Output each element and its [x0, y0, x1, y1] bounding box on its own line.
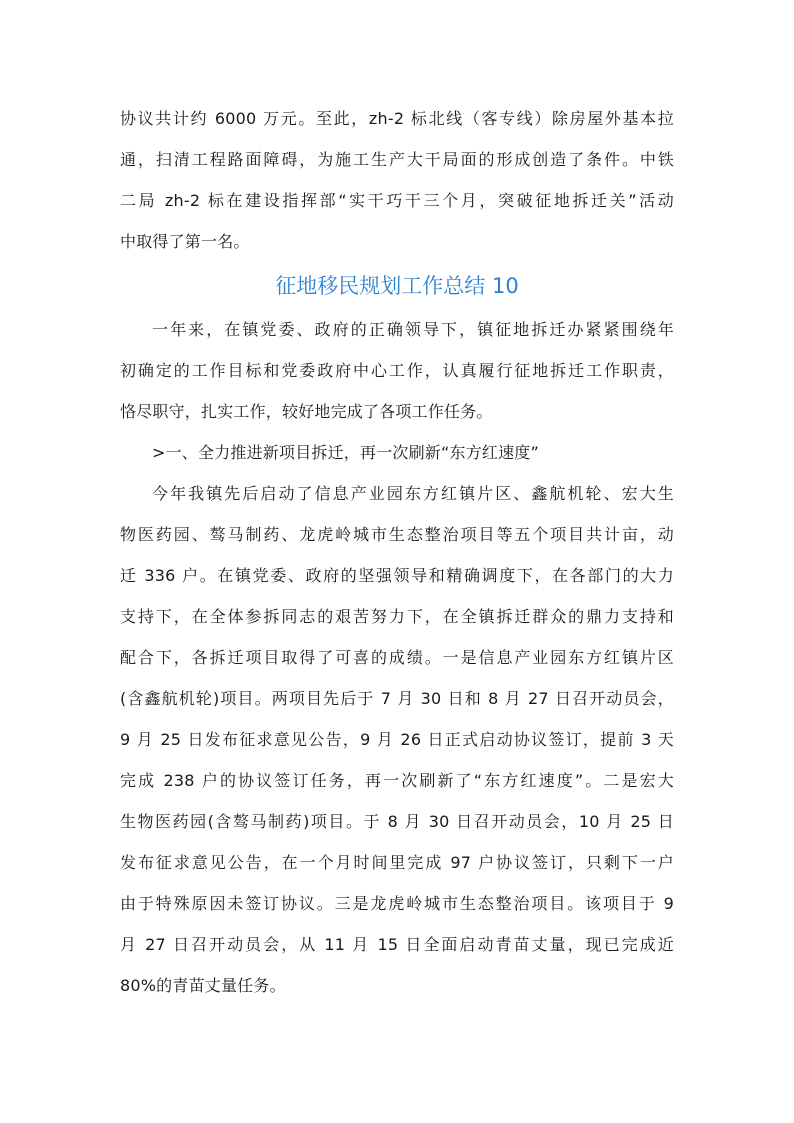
text-line: 发布征求意见公告，在一个月时间里完成 97 户协议签订，只剩下一户: [120, 853, 674, 872]
text-line: 二局 zh-2 标在建设指挥部“实干巧干三个月，突破征地拆迁关”活动: [120, 191, 674, 210]
text-line: 9 月 25 日发布征求意见公告，9 月 26 日正式启动协议签订，提前 3 天: [120, 730, 674, 749]
text-line: 中取得了第一名。: [120, 232, 250, 251]
paragraph-continued: [120, 98, 674, 262]
text-line: 由于特殊原因未签订协议。三是龙虎岭城市生态整治项目。该项目于 9: [120, 894, 674, 913]
text-line: 恪尽职守，扎实工作，较好地完成了各项工作任务。: [120, 402, 493, 421]
text-line: 迁 336 户。在镇党委、政府的坚强领导和精确调度下，在各部门的大力: [120, 566, 674, 585]
paragraph-intro: [120, 309, 674, 432]
section-heading: 征地移民规划工作总结 10: [275, 274, 519, 298]
text-line: 今年我镇先后启动了信息产业园东方红镇片区、鑫航机轮、宏大生: [152, 484, 674, 503]
text-line: 通，扫清工程路面障碍，为施工生产大干局面的形成创造了条件。中铁: [120, 150, 674, 169]
subsection-title: >一、全力推进新项目拆迁，再一次刷新“东方红速度”: [152, 443, 539, 462]
text-line: 支持下，在全体参拆同志的艰苦努力下，在全镇拆迁群众的鼎力支持和: [120, 607, 674, 626]
text-line: 80%的青苗丈量任务。: [120, 976, 286, 995]
text-line: 初确定的工作目标和党委政府中心工作，认真履行征地拆迁工作职责，: [120, 361, 674, 380]
text-line: 月 27 日召开动员会，从 11 月 15 日全面启动青苗丈量，现已完成近: [120, 935, 674, 954]
text-line: 生物医药园(含骜马制药)项目。于 8 月 30 日召开动员会，10 月 25 日: [120, 812, 674, 831]
text-line: 物医药园、骜马制药、龙虎岭城市生态整治项目等五个项目共计亩，动: [120, 525, 674, 544]
text-line: 配合下，各拆迁项目取得了可喜的成绩。一是信息产业园东方红镇片区: [120, 648, 674, 667]
text-line: 一年来，在镇党委、政府的正确领导下，镇征地拆迁办紧紧围绕年: [152, 320, 674, 339]
document-page: [120, 98, 674, 1006]
paragraph-body: [120, 473, 674, 1006]
text-line: (含鑫航机轮)项目。两项目先后于 7 月 30 日和 8 月 27 日召开动员会，: [120, 689, 674, 708]
text-line: 协议共计约 6000 万元。至此，zh-2 标北线（客专线）除房屋外基本拉: [120, 109, 674, 128]
text-line: 完成 238 户的协议签订任务，再一次刷新了“东方红速度”。二是宏大: [120, 771, 674, 790]
